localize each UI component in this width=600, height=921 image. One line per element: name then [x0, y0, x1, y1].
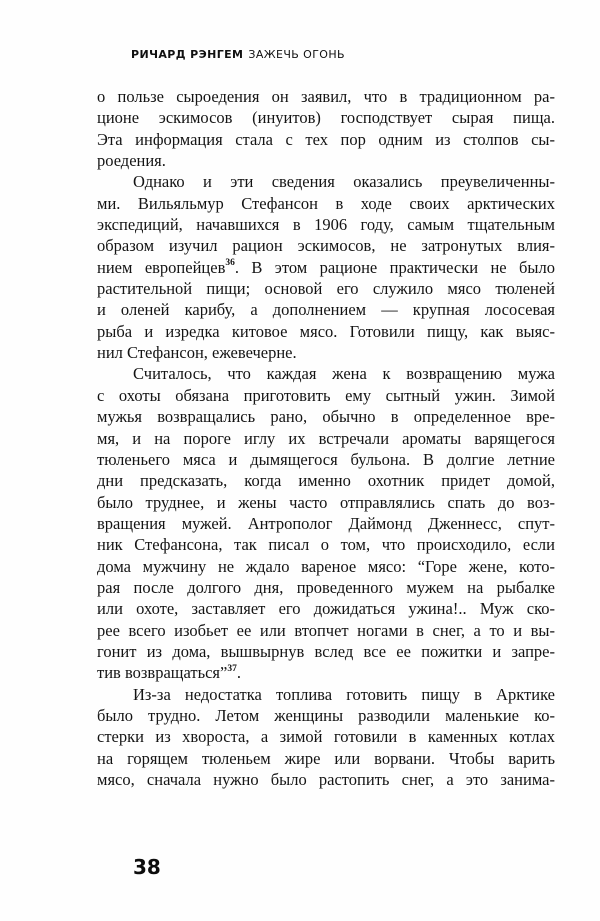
text-line: и оленей карибу, а дополнением — крупная лососевая — [97, 300, 555, 320]
text-line: тив возвращаться”$^{37}$. — [97, 663, 241, 683]
page-number: 38 — [133, 855, 161, 879]
text-line: образом изучил рацион эскимосов, не затронутых влия- — [97, 236, 555, 256]
text-line: ционе эскимосов (инуитов) господствует сырая пища. — [97, 108, 555, 128]
text-line: или охоте, заставляет его дожидаться ужина!.. Муж ско- — [97, 599, 555, 619]
text-line: дни предсказать, когда именно охотник придет домой, — [97, 471, 555, 491]
text-line: мясо, сначала нужно было растопить снег, а это занима- — [97, 770, 555, 789]
text-line: с охоты обязана приготовить ему сытный ужин. Зимой — [97, 385, 555, 405]
text-line: мужья возвращались рано, обычно в определенное вре- — [97, 407, 555, 427]
text-line: было трудно. Летом женщины разводили маленькие ко- — [97, 705, 555, 725]
text-line: рее всего изобьет ее или втопчет ногами в снег, а то и вы- — [97, 620, 555, 640]
header-book-title: ЗАЖЕЧЬ ОГОНЬ — [248, 48, 345, 61]
text-line: было труднее, и жены часто отправлялись спать до воз- — [97, 492, 555, 512]
text-line: ник Стефансона, так писал о том, что происходило, если — [97, 535, 555, 555]
text-line: нил Стефансон, ежевечерне. — [97, 343, 297, 363]
text-line: Эта информация стала с тех пор одним из столпов сы- — [97, 129, 555, 149]
text-line: роедения. — [97, 151, 166, 171]
header-author: РИЧАРД РЭНГЕМ — [131, 48, 244, 61]
text-line: экспедиций, начавшихся в 1906 году, самым тщательным — [97, 215, 555, 235]
footnote-reference: 36 — [225, 258, 235, 269]
text-line: рая после долгого дня, проведенного мужем на рыбалке — [97, 577, 555, 597]
text-line: мя, и на пороге иглу их встречали ароматы варящегося — [97, 428, 555, 448]
text-line: дома мужчину не ждало вареное мясо: “Горе жене, кото- — [97, 556, 555, 576]
footnote-reference: 37 — [227, 663, 237, 674]
text-line: тюленьего мяса и дымящегося бульона. В долгие летние — [97, 449, 555, 469]
text-line: нием европейцев$^{36}$. В этом рационе практически не было — [97, 257, 555, 277]
text-line: Считалось, что каждая жена к возвращению мужа — [133, 364, 555, 384]
text-line: Однако и эти сведения оказались преувеличенны- — [133, 172, 555, 192]
text-line: Из-за недостатка топлива готовить пищу в Арктике — [133, 684, 555, 704]
text-line: о пользе сыроедения он заявил, что в традиционном ра- — [97, 87, 555, 106]
text-line: гонит из дома, вышвырнув вслед все ее пожитки и запре- — [97, 641, 555, 661]
running-header — [131, 48, 345, 61]
body-text — [97, 86, 555, 790]
text-line: на горящем тюленьем жире или ворвани. Чтобы варить — [97, 748, 555, 768]
text-line: вращения мужей. Антрополог Даймонд Дженнесс, спут- — [97, 513, 555, 533]
text-line: рыба и изредка китовое мясо. Готовили пищу, как выяс- — [97, 321, 555, 341]
text-line: ми. Вильяльмур Стефансон в ходе своих арктических — [97, 193, 555, 213]
text-line: растительной пищи; основой его служило мясо тюленей — [97, 279, 555, 299]
text-line: стерки из хвороста, а зимой готовили в каменных котлах — [97, 727, 555, 747]
